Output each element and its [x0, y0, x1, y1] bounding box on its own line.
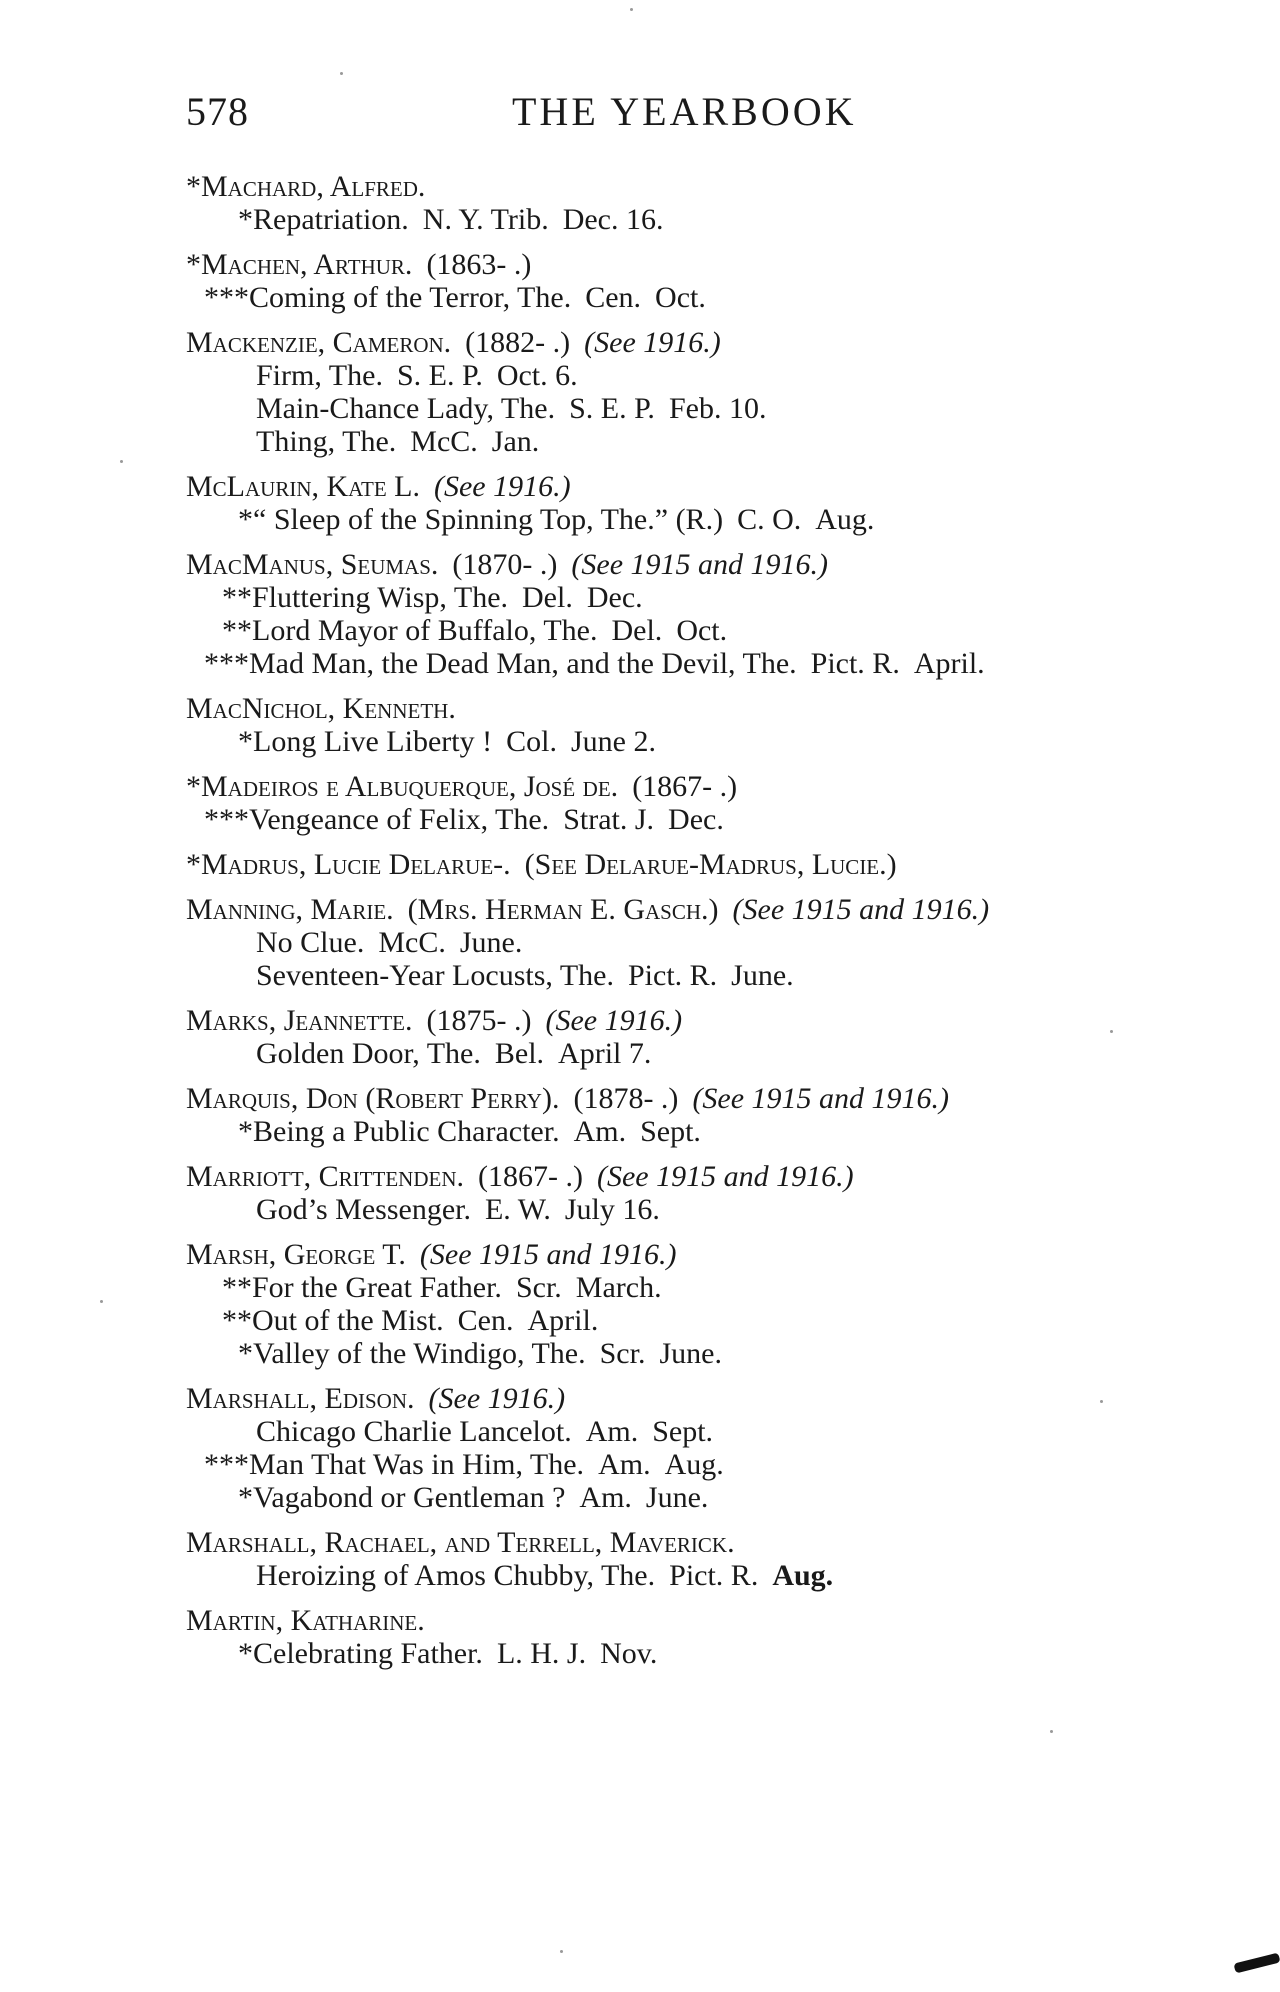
scan-speck	[340, 72, 343, 75]
issue-date: June.	[659, 1337, 722, 1370]
magazine: Pict. R.	[627, 959, 718, 992]
issue-date: Oct.	[676, 614, 728, 647]
scan-speck	[1110, 1030, 1113, 1033]
issue-date: June.	[731, 959, 794, 992]
work-title: Being a Public Character.	[253, 1115, 560, 1148]
work-title: Main-Chance Lady, The.	[256, 392, 556, 425]
issue-date: Jan.	[491, 425, 540, 458]
author-name: Marquis, Don (Robert Perry).	[186, 1082, 560, 1115]
life-dates: (1867- .)	[632, 770, 738, 803]
see-reference: (See 1916.)	[584, 326, 721, 359]
issue-date: Nov.	[600, 1637, 658, 1670]
issue-date: April 7.	[558, 1037, 652, 1070]
magazine: Col.	[506, 725, 557, 758]
author-name: Marsh, George T.	[186, 1238, 406, 1271]
life-dates: (1870- .)	[452, 548, 558, 581]
issue-date: Sept.	[652, 1415, 714, 1448]
work-line	[186, 1193, 1236, 1226]
issue-date: July 16.	[564, 1193, 660, 1226]
work-title: Valley of the Windigo, The.	[253, 1337, 586, 1370]
scan-speck	[100, 1300, 103, 1303]
see-reference: (See 1915 and 1916.)	[732, 893, 990, 926]
see-reference: (See 1916.)	[428, 1382, 566, 1415]
star-rating: *	[238, 1637, 253, 1670]
author-line	[186, 1160, 1272, 1193]
scan-speck	[1100, 1400, 1103, 1403]
work-title: Mad Man, the Dead Man, and the Devil, The.	[249, 647, 797, 680]
author-name: McLaurin, Kate L.	[186, 470, 420, 503]
work-title: Golden Door, The.	[256, 1037, 481, 1070]
work-line	[186, 503, 1236, 536]
author-name: Manning, Marie.	[186, 893, 394, 926]
work-title: Vagabond or Gentleman ?	[253, 1481, 566, 1514]
scan-speck	[560, 1950, 563, 1953]
scan-speck	[630, 8, 633, 11]
issue-date: Dec. 16.	[562, 203, 664, 236]
author-entry	[186, 1082, 1236, 1148]
work-line	[186, 203, 1236, 236]
author-name: Mackenzie, Cameron.	[186, 326, 452, 359]
author-name: MacNichol, Kenneth.	[186, 692, 456, 725]
scan-speck	[120, 460, 123, 463]
work-title: Repatriation.	[253, 203, 409, 236]
work-title: Firm, The.	[256, 359, 383, 392]
author-name: Marriott, Crittenden.	[186, 1160, 464, 1193]
star-rating: *	[238, 503, 253, 536]
work-title: Man That Was in Him, The.	[249, 1448, 585, 1481]
author-line	[186, 470, 1272, 503]
star-rating: ***	[204, 803, 249, 836]
author-entry	[186, 1004, 1236, 1070]
author-entry	[186, 470, 1236, 536]
issue-date: April.	[913, 647, 985, 680]
work-title: Out of the Mist.	[252, 1304, 444, 1337]
work-line	[186, 1559, 1236, 1592]
author-name: Marshall, Rachael, and Terrell, Maverick.	[186, 1526, 735, 1559]
star-rating: *	[238, 1481, 253, 1514]
work-title: Vengeance of Felix, The.	[249, 803, 550, 836]
page-number: 578	[186, 89, 249, 134]
author-name: *Madeiros e Albuquerque, José de.	[186, 770, 619, 803]
star-rating: ***	[204, 1448, 249, 1481]
author-line	[186, 1526, 1272, 1559]
magazine: Cen.	[457, 1304, 514, 1337]
work-line	[186, 1037, 1236, 1070]
issue-date: Oct.	[655, 281, 706, 314]
magazine: Am.	[598, 1448, 651, 1481]
work-title: Seventeen-Year Locusts, The.	[256, 959, 614, 992]
author-entry	[186, 770, 1236, 836]
star-rating: ***	[204, 281, 249, 314]
author-line	[186, 248, 1272, 281]
work-line	[186, 359, 1236, 392]
work-title: Heroizing of Amos Chubby, The.	[256, 1559, 656, 1592]
work-line	[186, 803, 1236, 836]
issue-date: Aug.	[772, 1559, 834, 1592]
issue-date: June.	[459, 926, 523, 959]
see-reference: (See 1915 and 1916.)	[692, 1082, 950, 1115]
see-reference: (See 1916.)	[434, 470, 571, 503]
star-rating: **	[222, 614, 252, 647]
issue-date: Aug.	[664, 1448, 724, 1481]
work-title: Lord Mayor of Buffalo, The.	[252, 614, 598, 647]
author-line	[186, 1382, 1272, 1415]
author-name: *Machard, Alfred.	[186, 170, 426, 203]
author-entry	[186, 1238, 1236, 1370]
work-line	[186, 1637, 1236, 1670]
life-dates: (1875- .)	[426, 1004, 532, 1037]
life-dates: (1867- .)	[478, 1160, 583, 1193]
see-reference: (See 1915 and 1916.)	[571, 548, 829, 581]
star-rating: **	[222, 1304, 252, 1337]
see-reference: (See 1916.)	[545, 1004, 683, 1037]
work-title: No Clue.	[256, 926, 365, 959]
work-title: Celebrating Father.	[253, 1637, 483, 1670]
magazine: Bel.	[494, 1037, 545, 1070]
work-line	[186, 581, 1236, 614]
work-line	[186, 1415, 1236, 1448]
see-reference: (See 1915 and 1916.)	[596, 1160, 854, 1193]
star-rating: ***	[204, 647, 249, 680]
author-name: *Machen, Arthur.	[186, 248, 413, 281]
issue-date: June 2.	[570, 725, 656, 758]
work-line	[186, 926, 1236, 959]
work-line	[186, 392, 1236, 425]
work-title: Coming of the Terror, The.	[249, 281, 572, 314]
star-rating: **	[222, 581, 252, 614]
issue-date: Oct. 6.	[496, 359, 578, 392]
magazine: Am.	[573, 1115, 627, 1148]
work-line	[186, 281, 1236, 314]
issue-date: June.	[645, 1481, 709, 1514]
magazine: Am.	[585, 1415, 639, 1448]
magazine: E. W.	[484, 1193, 551, 1226]
star-rating: *	[238, 1115, 253, 1148]
magazine: S. E. P.	[396, 359, 483, 392]
see-reference: (See 1915 and 1916.)	[419, 1238, 677, 1271]
magazine: McC.	[378, 926, 446, 959]
see-reference: (See Delarue-Madrus, Lucie.)	[524, 848, 897, 881]
magazine: L. H. J.	[496, 1637, 587, 1670]
magazine: Del.	[611, 614, 663, 647]
magazine: Strat. J.	[563, 803, 655, 836]
star-rating: **	[222, 1271, 252, 1304]
author-entry	[186, 692, 1236, 758]
work-title: “ Sleep of the Spinning Top, The.” (R.)	[253, 503, 724, 536]
magazine: C. O.	[737, 503, 802, 536]
life-dates: (1882- .)	[465, 326, 571, 359]
author-name: Marshall, Edison.	[186, 1382, 415, 1415]
magazine: Pict. R.	[669, 1559, 759, 1592]
work-line	[186, 1115, 1236, 1148]
author-entry	[186, 848, 1236, 881]
life-dates: (1878- .)	[573, 1082, 679, 1115]
issue-date: Sept.	[640, 1115, 701, 1148]
scan-speck	[1050, 1730, 1053, 1733]
work-title: Thing, The.	[256, 425, 397, 458]
magazine: Del.	[522, 581, 573, 614]
author-note: (Mrs. Herman E. Gasch.)	[407, 893, 719, 926]
magazine: McC.	[410, 425, 478, 458]
author-line	[186, 170, 1272, 203]
work-line	[186, 1271, 1236, 1304]
work-title: God’s Messenger.	[256, 1193, 471, 1226]
author-name: Martin, Katharine.	[186, 1604, 425, 1637]
magazine: Cen.	[585, 281, 642, 314]
issue-date: Dec.	[668, 803, 724, 836]
magazine: N. Y. Trib.	[422, 203, 549, 236]
issue-date: April.	[527, 1304, 599, 1337]
author-line	[186, 1238, 1272, 1271]
author-line	[186, 1004, 1272, 1037]
author-line	[186, 848, 1272, 881]
work-line	[186, 959, 1236, 992]
author-line	[186, 893, 1272, 926]
work-line	[186, 425, 1236, 458]
work-line	[186, 614, 1236, 647]
author-name: Marks, Jeannette.	[186, 1004, 413, 1037]
author-name: MacManus, Seumas.	[186, 548, 439, 581]
author-line	[186, 770, 1272, 803]
index-entries	[186, 170, 1236, 1682]
star-rating: *	[238, 725, 253, 758]
author-entry	[186, 1526, 1236, 1592]
work-line	[186, 1337, 1236, 1370]
author-line	[186, 326, 1272, 359]
work-line	[186, 725, 1236, 758]
magazine: Pict. R.	[810, 647, 900, 680]
author-entry	[186, 170, 1236, 236]
scan-edge-mark	[1233, 1953, 1280, 1974]
magazine: S. E. P.	[569, 392, 655, 425]
work-title: Chicago Charlie Lancelot.	[256, 1415, 572, 1448]
author-line	[186, 548, 1272, 581]
author-entry	[186, 893, 1236, 992]
issue-date: March.	[575, 1271, 662, 1304]
author-line	[186, 692, 1272, 725]
work-title: Fluttering Wisp, The.	[252, 581, 509, 614]
star-rating: *	[238, 1337, 253, 1370]
work-title: For the Great Father.	[252, 1271, 502, 1304]
issue-date: Dec.	[586, 581, 643, 614]
work-line	[186, 1448, 1236, 1481]
work-title: Long Live Liberty !	[253, 725, 493, 758]
author-entry	[186, 1382, 1236, 1514]
page-title: THE YEARBOOK	[512, 89, 857, 134]
magazine: Scr.	[515, 1271, 562, 1304]
author-entry	[186, 326, 1236, 458]
issue-date: Aug.	[815, 503, 875, 536]
author-entry	[186, 248, 1236, 314]
work-line	[186, 647, 1236, 680]
running-head	[186, 88, 906, 142]
magazine: Am.	[579, 1481, 632, 1514]
work-line	[186, 1304, 1236, 1337]
author-entry	[186, 548, 1236, 680]
author-entry	[186, 1160, 1236, 1226]
magazine: Scr.	[599, 1337, 646, 1370]
work-line	[186, 1481, 1236, 1514]
life-dates: (1863- .)	[426, 248, 532, 281]
author-name: *Madrus, Lucie Delarue-.	[186, 848, 511, 881]
author-entry	[186, 1604, 1236, 1670]
author-line	[186, 1082, 1272, 1115]
issue-date: Feb. 10.	[668, 392, 767, 425]
author-line	[186, 1604, 1272, 1637]
star-rating: *	[238, 203, 253, 236]
